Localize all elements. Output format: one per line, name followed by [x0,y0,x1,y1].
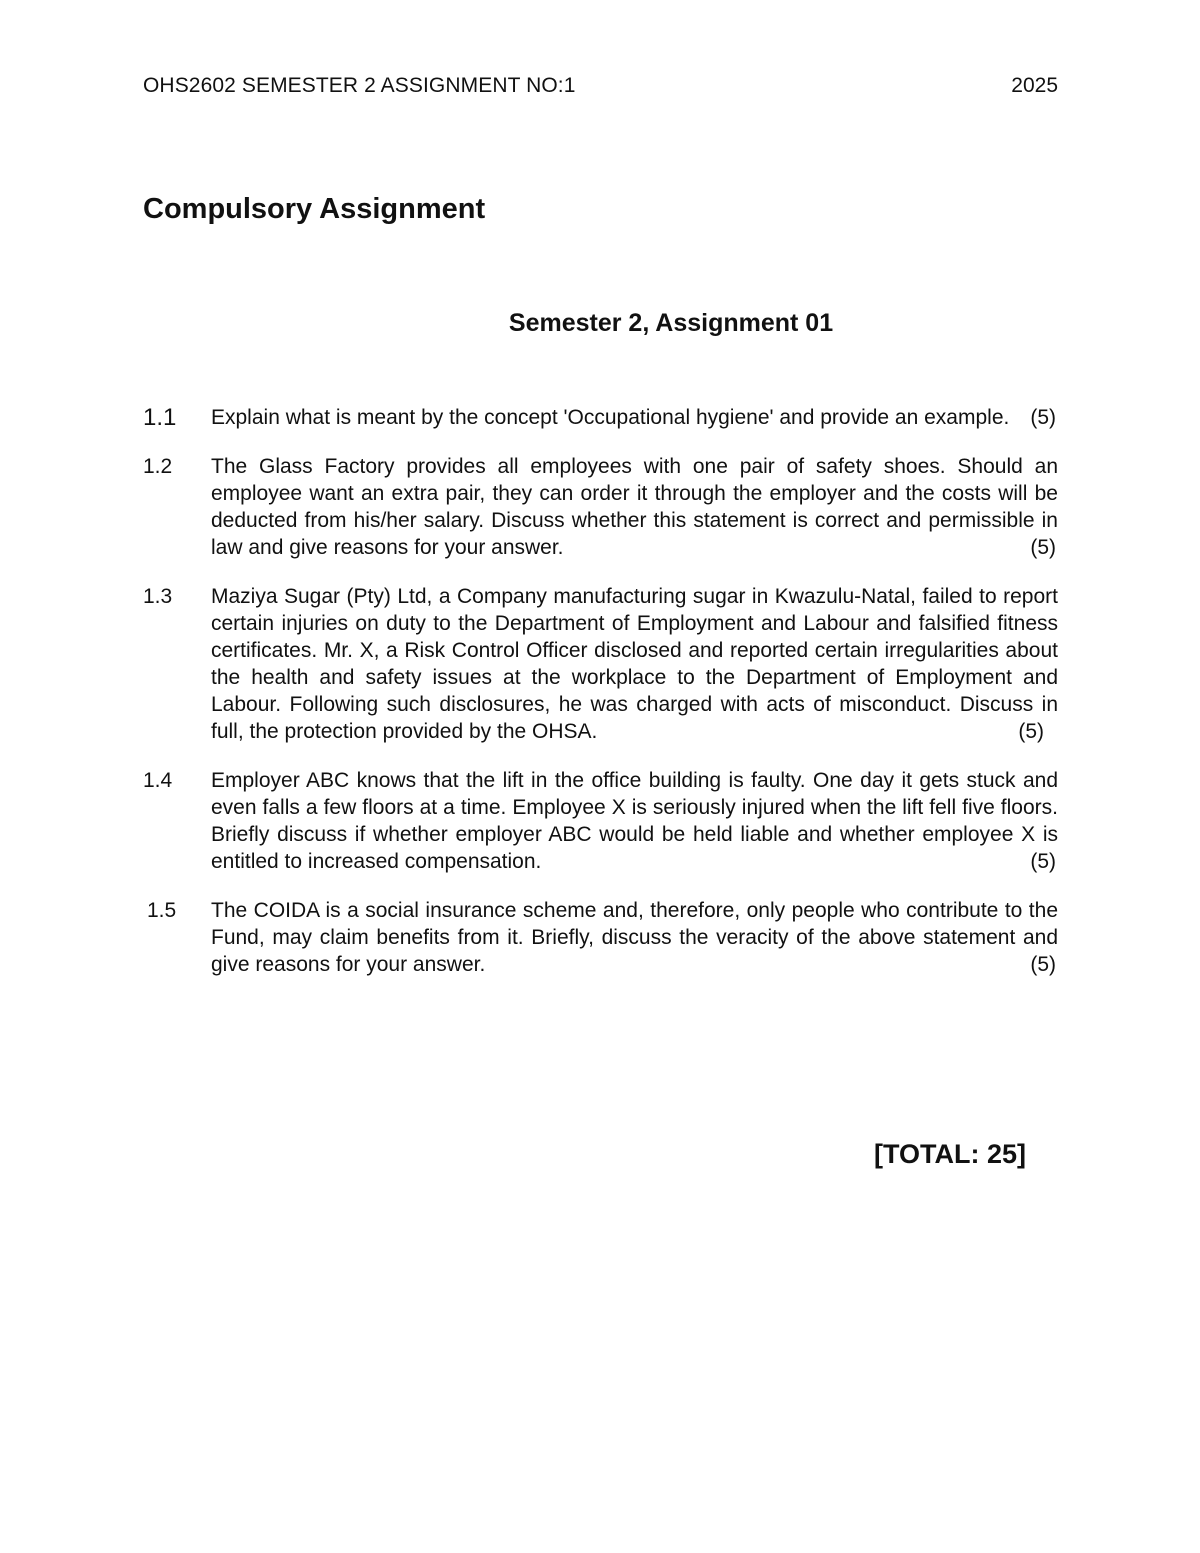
question-text-wrapper [211,583,1058,745]
question-marks: (5) [1030,406,1056,429]
question-number: 1.3 [143,585,173,608]
question-text: The Glass Factory provides all employees with one pair of safety shoes. Should an employee want an extra pair, they can order it through the employer and the costs will be deducted from his/her salary. Discuss whether this statement is correct and permissible in law and give reasons for your answer. [211,455,1058,559]
question-text-wrapper [211,404,1058,431]
question-text: Maziya Sugar (Pty) Ltd, a Company manufacturing sugar in Kwazulu-Natal, failed to report certain injuries on duty to the Department of Employment and Labour and falsified fitness certificates. Mr. X, a Risk Control Officer disclosed and reported certain irregularities about the health and safety issues at the workplace to the Department of Employment and Labour. Following such disclosures, he was charged with acts of misconduct. Discuss in full, the protection provided by the OHSA. [211,585,1058,743]
question-text: The COIDA is a social insurance scheme and, therefore, only people who contribute to the Fund, may claim benefits from it. Briefly, discuss the veracity of the above statement and give reasons for your answer. [211,899,1058,976]
question-text-wrapper [211,453,1058,561]
question-marks: (5) [1030,536,1056,559]
question-item [143,404,1058,431]
question-text-wrapper [211,767,1058,875]
question-number: 1.5 [147,899,177,922]
question-marks: (5) [1030,850,1056,873]
question-marks: (5) [1018,720,1044,743]
question-number: 1.4 [143,769,173,792]
course-header: OHS2602 SEMESTER 2 ASSIGNMENT NO:1 [143,74,576,97]
question-number: 1.1 [143,404,177,431]
question-item [143,767,1058,875]
question-text: Employer ABC knows that the lift in the office building is faulty. One day it gets stuck and even falls a few floors at a time. Employee X is seriously injured when the lift fell five floors. Briefly discuss if whether employer ABC would be held liable and whether employee X is entitled to increased compensation. [211,769,1058,873]
question-number: 1.2 [143,455,173,478]
question-list [143,404,1058,1000]
question-item [143,897,1058,978]
question-text: Explain what is meant by the concept 'Occupational hygiene' and provide an example. [211,406,1010,429]
total-marks: [TOTAL: 25] [874,1139,1026,1169]
page-title: Compulsory Assignment [143,193,486,225]
question-marks: (5) [1030,953,1056,976]
question-item [143,453,1058,561]
question-text-wrapper [211,897,1058,978]
question-item [143,583,1058,745]
page-subtitle: Semester 2, Assignment 01 [508,309,834,337]
year-header: 2025 [1011,74,1058,97]
